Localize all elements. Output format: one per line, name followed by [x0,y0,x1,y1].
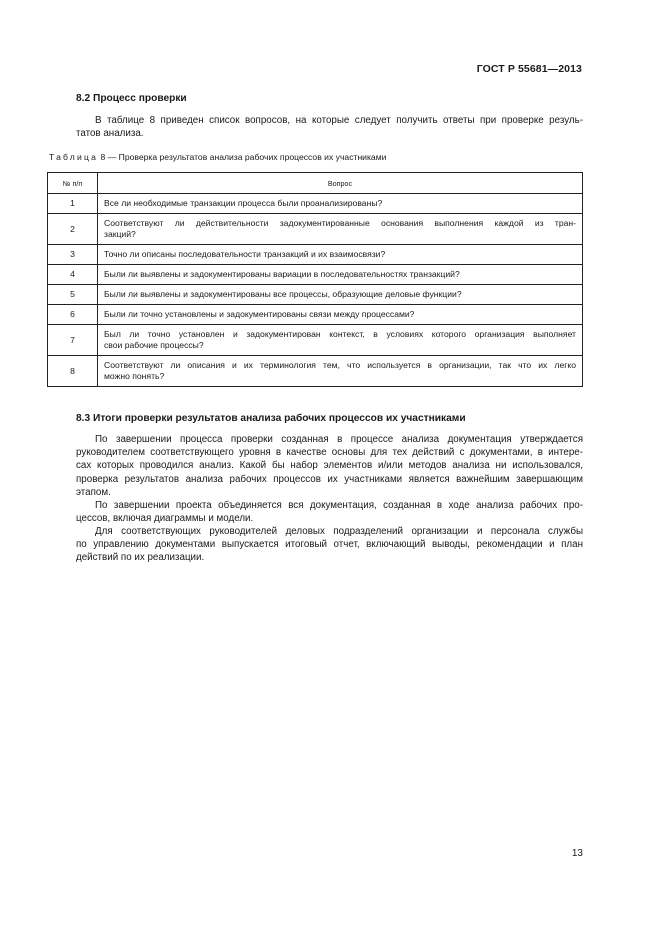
text-line: По завершении проекта объединяется вся документация, созданная в ходе анализа рабочих про- [95,500,583,511]
row-number: 6 [48,305,98,325]
text-line: В таблице 8 приведен список вопросов, на которые следует получить ответы при проверке резуль- [95,115,583,126]
row-number: 7 [48,325,98,356]
text-line: по управлению документами выпускается итоговый отчет, включающий выводы, рекомендации и план [76,539,583,551]
text-line: руководителем соответствующего уровня в качестве основы для тех действий с документами, в интере- [76,447,583,459]
text-line: сах которых проводился анализ. Какой бы набор элементов и/или методов анализа ни использовался, [76,460,583,472]
row-question [98,285,583,305]
table-row [48,305,583,325]
table-row [48,245,583,265]
table-row [48,325,583,356]
section-8-3-paragraph-2 [76,499,583,525]
question-line: Все ли необходимые транзакции процесса были проанализированы? [104,198,383,208]
row-number: 3 [48,245,98,265]
section-8-3-paragraph-3 [76,525,583,565]
row-number: 2 [48,214,98,245]
question-line: Были ли точно установлены и задокументированы связи между процессами? [104,309,415,319]
question-line: Были ли выявлены и задокументированы все процессы, образующие деловые функции? [104,289,462,299]
column-header-question: Вопрос [98,173,583,194]
row-number: 8 [48,356,98,387]
table-row [48,214,583,245]
text-line: этапом. [76,486,111,498]
text-line: По завершении процесса проверки созданная в процессе анализа документация утверждается [95,434,583,445]
question-line: закций? [104,229,136,239]
standard-code: ГОСТ Р 55681—2013 [476,63,582,75]
row-number: 4 [48,265,98,285]
question-line: Точно ли описаны последовательности транзакций и их взаимосвязи? [104,249,386,259]
row-question [98,356,583,387]
row-number: 1 [48,194,98,214]
table-header-row [48,173,583,194]
row-question [98,245,583,265]
table-caption-text: 8 — Проверка результатов анализа рабочих процессов их участниками [98,152,387,162]
row-question [98,325,583,356]
row-question [98,214,583,245]
question-line: Соответствуют ли действительности задокументированные основания выполнения каждой из тран- [104,218,576,228]
text-line: Для соответствующих руководителей деловых подразделений организации и персонала службы [95,526,583,537]
table-row [48,265,583,285]
row-question [98,194,583,214]
table-row [48,285,583,305]
question-line: Были ли выявлены и задокументированы вариации в последовательностях транзакций? [104,269,460,279]
text-line: цессов, включая диаграммы и модели. [76,513,254,525]
column-header-number: № п/п [48,173,98,194]
page-number: 13 [571,848,583,859]
question-line: Был ли точно установлен и задокументирован контекст, в условиях которого организация выполняет [104,329,576,339]
table-caption [49,152,386,162]
table-body [48,194,583,387]
text-line: действий по их реализации. [76,552,205,564]
section-8-2-title: 8.2 Процесс проверки [76,93,187,104]
table-caption-prefix: Таблица [49,152,99,162]
section-8-2-paragraph [76,114,583,140]
section-8-3-title: 8.3 Итоги проверки результатов анализа рабочих процессов их участниками [76,413,466,424]
text-line: татов анализа. [76,128,144,140]
row-number: 5 [48,285,98,305]
table-row [48,194,583,214]
table-row [48,356,583,387]
review-questions-table [47,172,583,387]
section-8-3-paragraph-1 [76,433,583,499]
question-line: свои рабочие процессы? [104,340,204,350]
row-question [98,305,583,325]
text-line: проверка результатов анализа рабочих процессов их участниками является важнейшим завершающим [76,473,583,485]
question-line: можно понять? [104,371,165,381]
row-question [98,265,583,285]
question-line: Соответствуют ли описания и их терминология тем, что используется в организации, так что их легко [104,360,576,370]
